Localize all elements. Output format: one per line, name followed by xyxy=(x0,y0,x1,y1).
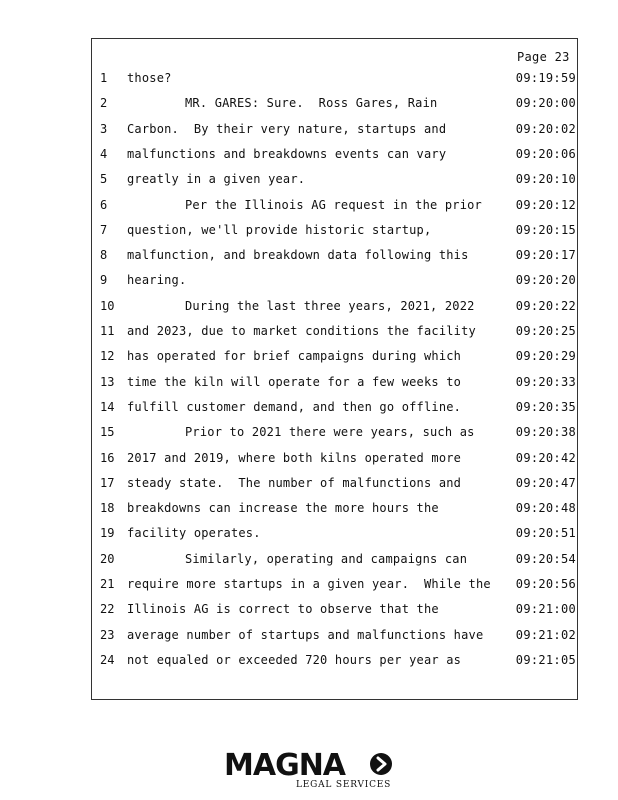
timestamp: 09:20:25 xyxy=(515,324,576,338)
transcript-line xyxy=(0,526,618,551)
transcript-line xyxy=(0,147,618,172)
line-number: 1 xyxy=(100,71,108,85)
timestamp: 09:21:00 xyxy=(515,602,576,617)
timestamp: 09:20:02 xyxy=(515,121,576,136)
timestamp: 09:20:56 xyxy=(515,577,576,591)
line-text: breakdowns can increase the more hours the xyxy=(127,501,439,516)
line-text: and 2023, due to market conditions the facility xyxy=(127,324,476,338)
transcript-line xyxy=(0,577,618,602)
timestamp: 09:20:22 xyxy=(515,298,576,313)
line-text: require more startups in a given year. While the xyxy=(127,577,491,591)
transcript-line xyxy=(0,476,618,501)
line-number: 17 xyxy=(100,475,115,490)
transcript-line xyxy=(0,602,618,627)
transcript-line xyxy=(0,324,618,349)
transcript-line xyxy=(0,653,618,678)
transcript-line xyxy=(0,400,618,425)
logo-wordmark: MAGNA xyxy=(224,748,346,783)
line-number: 20 xyxy=(100,551,115,566)
timestamp: 09:20:17 xyxy=(515,248,576,263)
line-number: 19 xyxy=(100,526,115,541)
line-text: During the last three years, 2021, 2022 xyxy=(185,298,475,313)
line-number: 16 xyxy=(100,450,115,465)
timestamp: 09:20:12 xyxy=(515,197,576,212)
timestamp: 09:20:33 xyxy=(515,374,576,389)
magna-logo xyxy=(224,748,394,792)
line-number: 12 xyxy=(100,349,115,364)
line-number: 8 xyxy=(100,248,108,263)
transcript-line xyxy=(0,425,618,450)
line-text: facility operates. xyxy=(127,526,261,541)
line-number: 18 xyxy=(100,501,115,516)
line-text: hearing. xyxy=(127,273,187,288)
transcript-line xyxy=(0,375,618,400)
line-number: 9 xyxy=(100,273,108,288)
page-number: Page 23 xyxy=(517,50,570,64)
line-text: not equaled or exceeded 720 hours per year as xyxy=(127,652,462,667)
logo-subtitle: LEGAL SERVICES xyxy=(296,780,392,790)
timestamp: 09:19:59 xyxy=(515,71,576,85)
timestamp: 09:21:02 xyxy=(515,627,576,642)
line-text: Carbon. By their very nature, startups and xyxy=(127,121,447,136)
line-number: 4 xyxy=(100,146,108,161)
line-text: Illinois AG is correct to observe that the xyxy=(127,602,439,617)
timestamp: 09:20:15 xyxy=(515,222,576,237)
line-text: Prior to 2021 there were years, such as xyxy=(185,425,475,440)
timestamp: 09:20:54 xyxy=(515,551,576,566)
timestamp: 09:20:29 xyxy=(515,349,576,364)
line-text: Similarly, operating and campaigns can xyxy=(185,551,468,566)
timestamp: 09:20:35 xyxy=(515,399,576,414)
line-number: 21 xyxy=(100,577,115,591)
timestamp: 09:20:47 xyxy=(515,475,576,490)
transcript-line xyxy=(0,248,618,273)
timestamp: 09:20:42 xyxy=(515,450,576,465)
line-number: 3 xyxy=(100,121,108,136)
transcript-line xyxy=(0,223,618,248)
timestamp: 09:21:05 xyxy=(515,652,576,667)
line-number: 6 xyxy=(100,197,108,212)
line-text: steady state. The number of malfunctions and xyxy=(127,475,462,490)
line-text: 2017 and 2019, where both kilns operated more xyxy=(127,450,462,465)
line-text: Per the Illinois AG request in the prior xyxy=(185,197,482,212)
line-number: 10 xyxy=(100,298,115,313)
timestamp: 09:20:10 xyxy=(515,172,576,187)
transcript-line xyxy=(0,71,618,96)
line-number: 15 xyxy=(100,425,115,440)
transcript-line xyxy=(0,273,618,298)
timestamp: 09:20:20 xyxy=(515,273,576,288)
line-text: question, we'll provide historic startup, xyxy=(127,222,432,237)
transcript-line xyxy=(0,349,618,374)
line-number: 11 xyxy=(100,324,115,338)
timestamp: 09:20:06 xyxy=(515,146,576,161)
line-number: 7 xyxy=(100,222,108,237)
line-number: 2 xyxy=(100,96,108,111)
timestamp: 09:20:48 xyxy=(515,501,576,516)
transcript-line xyxy=(0,172,618,197)
line-text: has operated for brief campaigns during which xyxy=(127,349,462,364)
line-text: malfunctions and breakdowns events can vary xyxy=(127,146,447,161)
line-number: 5 xyxy=(100,172,108,187)
transcript-line xyxy=(0,552,618,577)
timestamp: 09:20:51 xyxy=(515,526,576,541)
line-text: MR. GARES: Sure. Ross Gares, Rain xyxy=(185,96,438,111)
line-number: 24 xyxy=(100,652,115,667)
transcript-line xyxy=(0,299,618,324)
transcript-line xyxy=(0,628,618,653)
line-number: 23 xyxy=(100,627,115,642)
line-number: 22 xyxy=(100,602,115,617)
line-text: fulfill customer demand, and then go offline. xyxy=(127,399,462,414)
line-number: 13 xyxy=(100,374,115,389)
transcript-line xyxy=(0,501,618,526)
chevron-right-circle-icon xyxy=(369,752,393,776)
line-text: average number of startups and malfunctions have xyxy=(127,627,484,642)
transcript-line xyxy=(0,451,618,476)
transcript-line xyxy=(0,198,618,223)
timestamp: 09:20:38 xyxy=(515,425,576,440)
timestamp: 09:20:00 xyxy=(515,96,576,111)
line-text: time the kiln will operate for a few weeks to xyxy=(127,374,462,389)
line-text: malfunction, and breakdown data following this xyxy=(127,248,469,263)
line-text: those? xyxy=(127,71,172,85)
line-text: greatly in a given year. xyxy=(127,172,306,187)
transcript-line xyxy=(0,122,618,147)
line-number: 14 xyxy=(100,399,115,414)
transcript-line xyxy=(0,96,618,121)
